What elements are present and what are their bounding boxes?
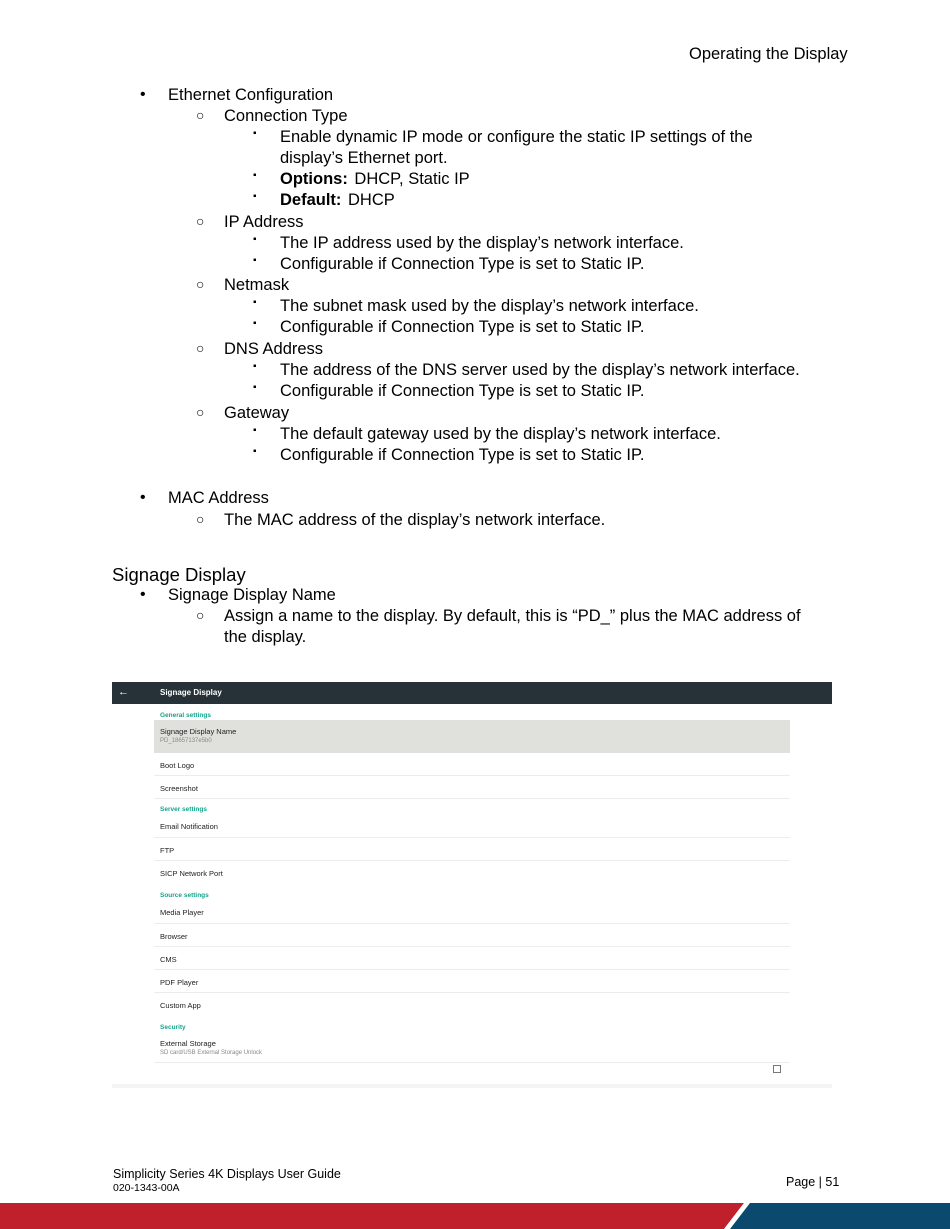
gateway-desc: The default gateway used by the display’s network interface. [280, 425, 721, 443]
setting-ftp[interactable] [154, 838, 790, 861]
section-security: Security [160, 1024, 186, 1031]
options-label: Options: [280, 170, 348, 188]
setting-label: Boot Logo [160, 761, 195, 770]
netmask-title: Netmask [224, 276, 290, 294]
setting-label: Custom App [160, 1001, 201, 1010]
bullet-disc: • [140, 586, 146, 603]
signage-heading: Signage Display [112, 564, 246, 585]
bullet-square: ▪ [253, 361, 257, 372]
external-storage-checkbox[interactable] [773, 1065, 781, 1073]
connection-type-options [280, 169, 470, 190]
setting-label: Browser [160, 932, 188, 941]
setting-sicp-network-port[interactable] [154, 861, 790, 883]
ip-address-note: Configurable if Connection Type is set to Static IP. [280, 255, 645, 273]
setting-custom-app[interactable] [154, 993, 790, 1015]
signage-name-desc-2: the display. [224, 628, 307, 646]
ip-address-desc: The IP address used by the display’s network interface. [280, 234, 684, 252]
bullet-circle: ○ [196, 107, 205, 123]
default-label: Default: [280, 191, 342, 209]
setting-boot-logo[interactable] [154, 753, 790, 776]
setting-label: PDF Player [160, 978, 199, 987]
running-header: Operating the Display [689, 45, 848, 63]
connection-type-desc-1: Enable dynamic IP mode or configure the static IP settings of the [280, 128, 753, 146]
footer-band-red [0, 1203, 744, 1229]
setting-label: FTP [160, 846, 175, 855]
bullet-square: ▪ [253, 425, 257, 436]
setting-sublabel: SD card/USB External Storage Unlock [160, 1050, 263, 1056]
dns-note: Configurable if Connection Type is set to Static IP. [280, 382, 645, 400]
mac-desc: The MAC address of the display’s network interface. [224, 511, 606, 529]
signage-name-desc-1: Assign a name to the display. By default, this is “PD_” plus the MAC address of [224, 607, 801, 625]
bullet-square: ▪ [253, 255, 257, 266]
bullet-square: ▪ [253, 318, 257, 329]
footer-band-blue [730, 1203, 950, 1229]
setting-label: CMS [160, 955, 177, 964]
setting-label: SICP Network Port [160, 869, 223, 878]
bullet-disc: • [140, 86, 146, 103]
mac-title: MAC Address [168, 489, 269, 507]
section-general-settings: General settings [160, 712, 211, 719]
bullet-square: ▪ [253, 446, 257, 457]
footer-doc-number: 020-1343-00A [113, 1182, 180, 1194]
footer-guide-title: Simplicity Series 4K Displays User Guide [113, 1167, 341, 1181]
netmask-note: Configurable if Connection Type is set to Static IP. [280, 318, 645, 336]
footer-color-band [0, 1203, 950, 1229]
section-source-settings: Source settings [160, 892, 209, 899]
netmask-desc: The subnet mask used by the display’s network interface. [280, 297, 699, 315]
setting-label: Signage Display Name [160, 727, 237, 736]
footer-page-number: Page | 51 [786, 1175, 840, 1189]
bullet-square: ▪ [253, 382, 257, 393]
setting-value: PD_18657137e5b0 [160, 738, 212, 744]
setting-label: Screenshot [160, 784, 198, 793]
bullet-circle: ○ [196, 213, 205, 229]
setting-cms[interactable] [154, 947, 790, 970]
ethernet-title: Ethernet Configuration [168, 86, 334, 104]
signage-name-title: Signage Display Name [168, 586, 336, 604]
setting-signage-display-name[interactable] [154, 720, 790, 753]
setting-browser[interactable] [154, 924, 790, 947]
ip-address-title: IP Address [224, 213, 304, 231]
connection-type-default [280, 190, 395, 211]
setting-email-notification[interactable] [154, 814, 790, 838]
bullet-disc: • [140, 489, 146, 506]
default-value: DHCP [348, 191, 395, 209]
bullet-square: ▪ [253, 170, 257, 181]
gateway-title: Gateway [224, 404, 290, 422]
bullet-circle: ○ [196, 276, 205, 292]
setting-pdf-player[interactable] [154, 970, 790, 993]
bullet-square: ▪ [253, 191, 257, 202]
setting-screenshot[interactable] [154, 776, 790, 799]
dns-title: DNS Address [224, 340, 324, 358]
settings-app-bar [112, 682, 832, 704]
setting-label: Email Notification [160, 822, 218, 831]
bullet-square: ▪ [253, 297, 257, 308]
settings-screenshot [112, 682, 832, 1088]
arrow-left-icon[interactable]: ← [118, 686, 129, 698]
connection-type-desc-2: display’s Ethernet port. [280, 149, 448, 167]
options-value: DHCP, Static IP [354, 170, 470, 188]
bullet-square: ▪ [253, 234, 257, 245]
setting-label: Media Player [160, 908, 204, 917]
bullet-circle: ○ [196, 511, 205, 527]
gateway-note: Configurable if Connection Type is set to Static IP. [280, 446, 645, 464]
bullet-circle: ○ [196, 404, 205, 420]
bullet-square: ▪ [253, 128, 257, 139]
dns-desc: The address of the DNS server used by the display’s network interface. [280, 361, 800, 379]
setting-label: External Storage [160, 1039, 216, 1048]
connection-type-title: Connection Type [224, 107, 348, 125]
section-server-settings: Server settings [160, 806, 207, 813]
settings-title: Signage Display [160, 688, 222, 697]
bullet-circle: ○ [196, 607, 205, 623]
setting-external-storage[interactable] [154, 1033, 790, 1063]
setting-media-player[interactable] [154, 900, 790, 924]
bullet-circle: ○ [196, 340, 205, 356]
settings-list [112, 704, 832, 1084]
